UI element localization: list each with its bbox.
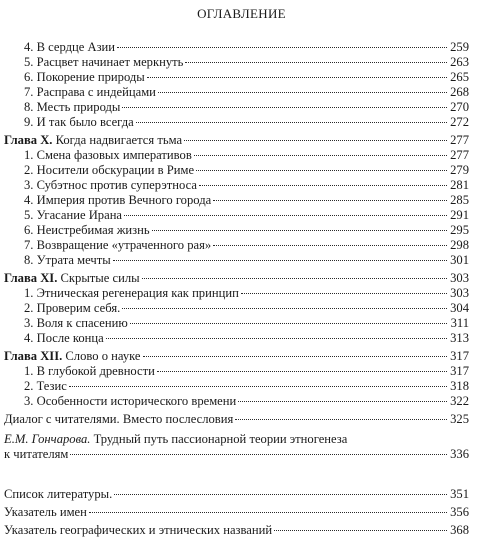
toc-entry-page: 317 — [450, 349, 469, 363]
toc-entry-page: 277 — [450, 148, 469, 162]
dot-leader — [69, 386, 447, 387]
toc-entry — [24, 148, 469, 163]
essay-author: Е.М. Гончарова. — [4, 432, 91, 446]
toc-entry-page: 311 — [450, 316, 469, 330]
toc-entry — [24, 286, 469, 301]
toc-entry-title: 4. В сердце Азии — [24, 40, 116, 54]
toc-entry-page: 322 — [450, 394, 469, 408]
toc-entry-page: 317 — [450, 364, 469, 378]
toc-entry — [24, 178, 469, 193]
toc-entry — [24, 163, 469, 178]
toc-entry-page: 356 — [450, 505, 469, 519]
toc-entry — [24, 364, 469, 379]
toc-entry — [24, 100, 469, 115]
chapter-title: Скрытые силы — [60, 271, 140, 285]
dot-leader — [142, 278, 447, 279]
toc-entry-page: 304 — [450, 301, 469, 315]
dot-leader — [213, 200, 447, 201]
dot-leader — [122, 107, 447, 108]
toc-entry-title: 7. Возвращение «утраченного рая» — [24, 238, 212, 252]
chapter-title: Когда надвигается тьма — [55, 133, 183, 147]
toc-entry — [24, 379, 469, 394]
toc-entry — [24, 331, 469, 346]
toc-entry-title: 1. Этническая регенерация как принцип — [24, 286, 239, 300]
toc-entry-page: 277 — [450, 133, 469, 147]
toc-entry-title: Указатель географических и этнических названий — [4, 523, 273, 537]
dot-leader — [130, 323, 447, 324]
toc-entry — [24, 193, 469, 208]
toc-entry-title: Указатель имен — [4, 505, 87, 519]
dot-leader — [117, 47, 447, 48]
toc-entry-title: 2. Тезис — [24, 379, 67, 393]
toc-entry-page: 336 — [450, 447, 469, 461]
toc-entry-page: 281 — [450, 178, 469, 192]
toc-entry-page: 318 — [450, 379, 469, 393]
dot-leader — [184, 140, 447, 141]
toc-entry-geo-index — [4, 523, 469, 538]
toc-entry-page: 268 — [450, 85, 469, 99]
toc-chapter — [4, 271, 469, 286]
dot-leader — [196, 170, 447, 171]
toc-entry — [24, 115, 469, 130]
toc-entry-page: 351 — [450, 487, 469, 501]
toc-entry-page: 291 — [450, 208, 469, 222]
dot-leader — [241, 293, 447, 294]
toc-entry-page: 285 — [450, 193, 469, 207]
toc-entry-essay-line2 — [4, 447, 469, 462]
dot-leader — [185, 62, 447, 63]
toc-entry — [24, 394, 469, 409]
toc-entry-title: 8. Месть природы — [24, 100, 121, 114]
toc-entry — [24, 40, 469, 55]
toc-entry-page: 298 — [450, 238, 469, 252]
toc-entry-title: Список литературы. — [4, 487, 113, 501]
toc-entry-page: 313 — [450, 331, 469, 345]
toc-chapter — [4, 349, 469, 364]
toc-entry-page: 301 — [450, 253, 469, 267]
dot-leader — [70, 454, 447, 455]
dot-leader — [143, 356, 447, 357]
toc-entry-title: 2. Носители обскурации в Риме — [24, 163, 195, 177]
toc-chapter — [4, 133, 469, 148]
toc-entry-title: 9. И так было всегда — [24, 115, 134, 129]
toc-entry — [24, 208, 469, 223]
toc-entry — [24, 301, 469, 316]
dot-leader — [235, 419, 447, 420]
dot-leader — [124, 215, 447, 216]
toc-entry-title: 2. Проверим себя. — [24, 301, 121, 315]
page-title: ОГЛАВЛЕНИЕ — [197, 6, 286, 21]
dot-leader — [136, 122, 447, 123]
dot-leader — [152, 230, 447, 231]
dot-leader — [114, 494, 447, 495]
toc-entry — [24, 253, 469, 268]
chapter-label: Глава XII. — [4, 349, 63, 363]
toc-entry-title: 4. Империя против Вечного города — [24, 193, 212, 207]
toc-entry-page: 325 — [450, 412, 469, 426]
toc-entry-page: 295 — [450, 223, 469, 237]
toc-entry-page: 279 — [450, 163, 469, 177]
toc-entry-page: 368 — [450, 523, 469, 537]
toc-entry-page: 272 — [450, 115, 469, 129]
dot-leader — [89, 512, 447, 513]
toc-entry-title: 8. Утрата мечты — [24, 253, 111, 267]
dot-leader — [274, 530, 447, 531]
dot-leader — [238, 401, 447, 402]
toc-entry-page: 259 — [450, 40, 469, 54]
dot-leader — [199, 185, 447, 186]
essay-title-line1: Трудный путь пассионарной теории этногенеза — [93, 432, 348, 446]
toc-entry-title: 6. Покорение природы — [24, 70, 145, 84]
toc-entry-name-index — [4, 505, 469, 520]
dot-leader — [122, 308, 447, 309]
toc-entry — [24, 316, 469, 331]
toc-entry-title: Диалог с читателями. Вместо послесловия — [4, 412, 234, 426]
chapter-label: Глава X. — [4, 133, 53, 147]
toc-entry-bibliography — [4, 487, 469, 502]
dot-leader — [106, 338, 447, 339]
toc-entry — [24, 55, 469, 70]
toc-entry-title: 7. Расправа с индейцами — [24, 85, 156, 99]
toc-entry-dialogue — [4, 412, 469, 427]
essay-title-line2: к читателям — [4, 447, 69, 461]
dot-leader — [113, 260, 447, 261]
toc-entry — [24, 223, 469, 238]
toc-entry-page: 270 — [450, 100, 469, 114]
toc-entry — [24, 238, 469, 253]
toc-entry-title: 4. После конца — [24, 331, 104, 345]
dot-leader — [158, 92, 447, 93]
dot-leader — [194, 155, 447, 156]
toc-entry-title: 6. Неистребимая жизнь — [24, 223, 150, 237]
toc-entry-page: 265 — [450, 70, 469, 84]
dot-leader — [147, 77, 447, 78]
dot-leader — [213, 245, 447, 246]
toc-entry-title: 5. Угасание Ирана — [24, 208, 123, 222]
toc-entry-page: 303 — [450, 271, 469, 285]
toc-entry-title: 1. Смена фазовых императивов — [24, 148, 192, 162]
toc-entry-title: 5. Расцвет начинает меркнуть — [24, 55, 184, 69]
toc-entry-page: 263 — [450, 55, 469, 69]
dot-leader — [157, 371, 447, 372]
chapter-label: Глава XI. — [4, 271, 58, 285]
toc-entry — [24, 70, 469, 85]
chapter-title: Слово о науке — [65, 349, 141, 363]
toc-entry-essay-line1 — [4, 432, 347, 447]
toc-entry-page: 303 — [450, 286, 469, 300]
toc-entry-title: 3. Воля к спасению — [24, 316, 128, 330]
toc-entry-title: 3. Субэтнос против суперэтноса — [24, 178, 197, 192]
toc-entry-title: 1. В глубокой древности — [24, 364, 155, 378]
toc-entry-title: 3. Особенности исторического времени — [24, 394, 237, 408]
toc-entry — [24, 85, 469, 100]
